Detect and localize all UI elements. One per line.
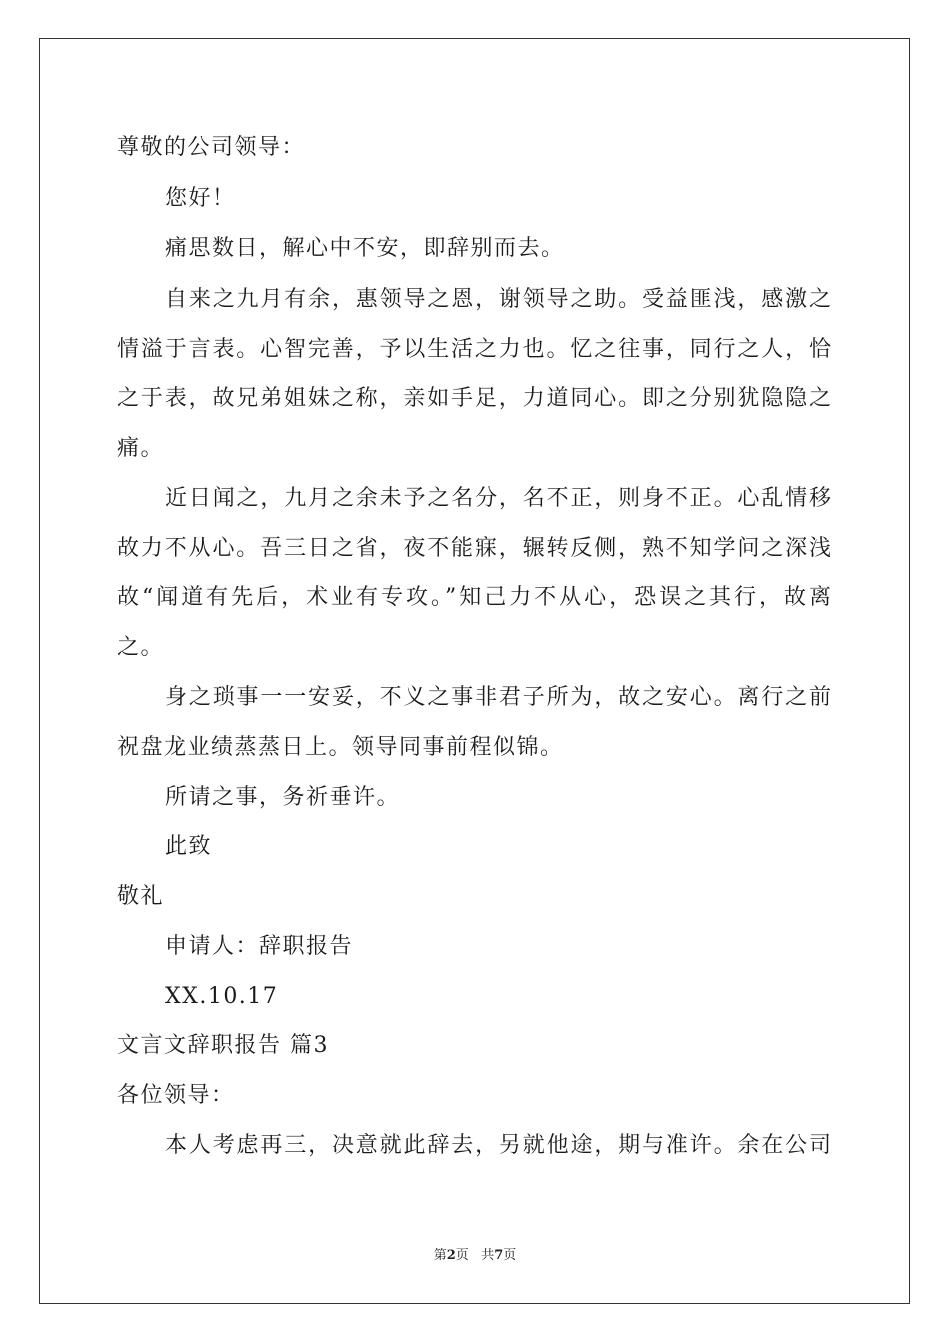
closing-regards: 敬礼 xyxy=(117,884,165,909)
paragraph-line: 故力不从心。吾三日之省，夜不能寐，辗转反侧，熟不知学问之深浅 xyxy=(117,536,831,561)
salutation: 尊敬的公司领导： xyxy=(117,135,306,160)
paragraph-line: 之于表，故兄弟姐妹之称，亲如手足，力道同心。即之分别犹隐隐之 xyxy=(117,386,831,411)
salutation: 各位领导： xyxy=(117,1083,235,1108)
paragraph-line: 情溢于言表。心智完善，予以生活之力也。忆之往事，同行之人，恰 xyxy=(117,337,831,362)
page-total-suffix: 页 xyxy=(503,1248,517,1263)
paragraph-line: 所请之事，务祈垂许。 xyxy=(165,785,401,810)
paragraph-line: 身之琐事一一安妥，不义之事非君子所为，故之安心。离行之前 xyxy=(165,685,831,710)
page-total-prefix: 共 xyxy=(481,1248,495,1263)
date-line: XX.10.17 xyxy=(165,984,279,1009)
applicant-line: 申请人：辞职报告 xyxy=(165,934,354,959)
paragraph-line: 之。 xyxy=(117,635,165,660)
closing-line: 此致 xyxy=(165,834,213,859)
paragraph-line: 自来之九月有余，惠领导之恩，谢领导之助。受益匪浅，感激之 xyxy=(165,287,831,312)
paragraph-line: 痛。 xyxy=(117,436,165,461)
paragraph-line: 痛思数日，解心中不安，即辞别而去。 xyxy=(165,236,565,261)
page-number-suffix: 页 xyxy=(455,1248,469,1263)
section-heading: 文言文辞职报告 篇3 xyxy=(117,1033,329,1058)
paragraph-line: 祝盘龙业绩蒸蒸日上。领导同事前程似锦。 xyxy=(117,735,564,760)
paragraph-line: 本人考虑再三，决意就此辞去，另就他途，期与准许。余在公司 xyxy=(165,1133,831,1158)
page-footer xyxy=(0,1247,950,1265)
paragraph-line: 近日闻之，九月之余未予之名分，名不正，则身不正。心乱情移 xyxy=(165,486,831,511)
page-number-prefix: 第 xyxy=(433,1248,447,1263)
greeting: 您好！ xyxy=(165,186,236,211)
paragraph-line: 故“闻道有先后，术业有专攻。”知己力不从心，恐误之其行，故离 xyxy=(117,585,831,610)
page-number-current: 2 xyxy=(446,1248,456,1263)
page-total: 7 xyxy=(494,1248,504,1263)
page-frame xyxy=(39,38,910,1304)
